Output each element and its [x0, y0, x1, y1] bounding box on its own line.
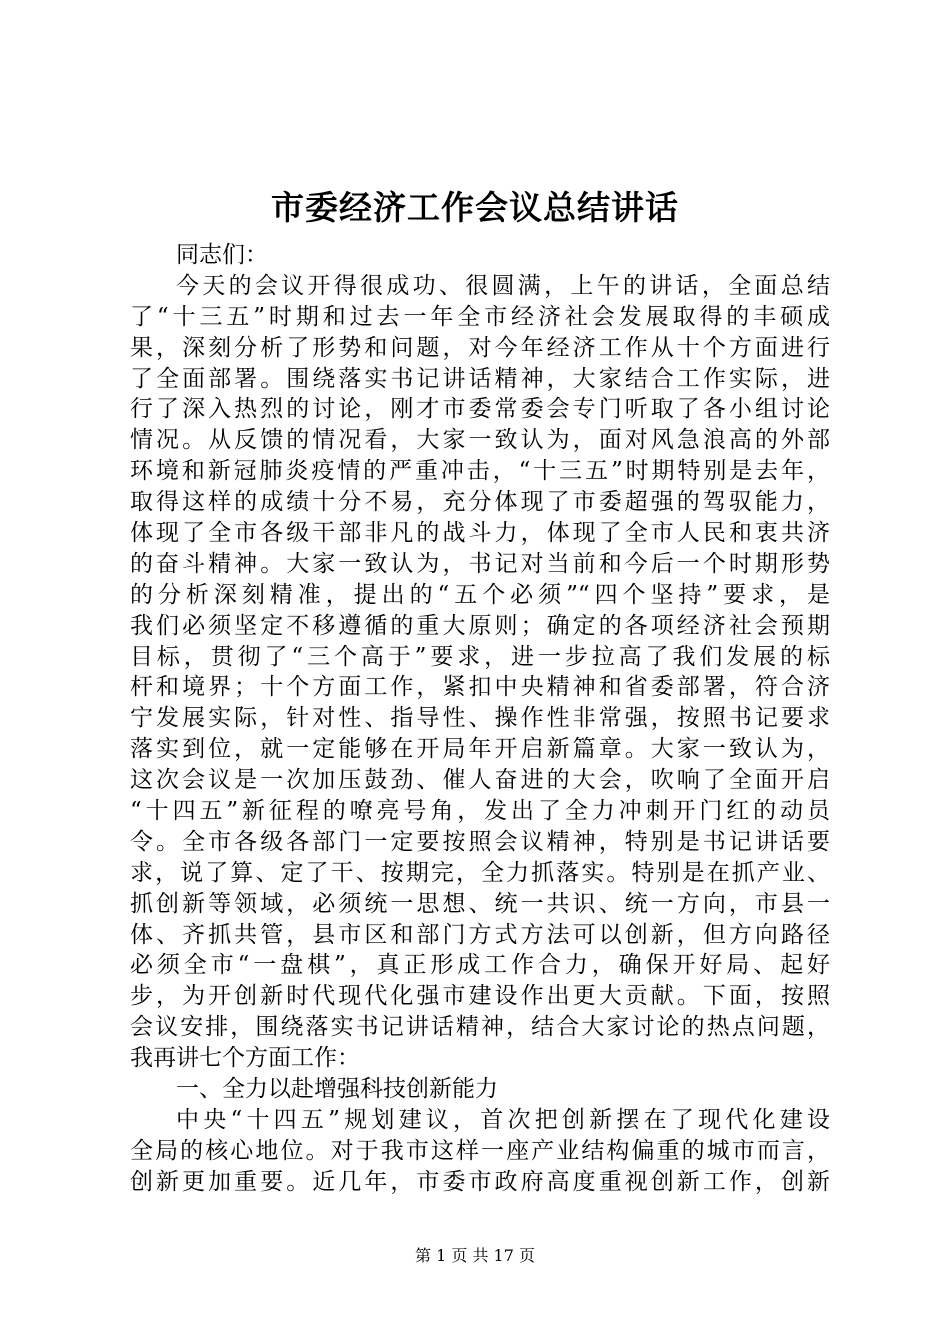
body-line: 果，深刻分析了形势和问题，对今年经济工作从十个方面进行: [130, 334, 830, 361]
page-number: 第 1 页 共 17 页: [415, 1246, 535, 1265]
body-line: 创新更加重要。近几年，市委市政府高度重视创新工作，创新: [130, 1168, 830, 1195]
body-line: 这次会议是一次加压鼓劲、催人奋进的大会，吹响了全面开启: [130, 767, 830, 794]
body-line: 求，说了算、定了干、按期完，全力抓落实。特别是在抓产业、: [130, 859, 830, 886]
body-line: 情况。从反馈的情况看，大家一致认为，面对风急浪高的外部: [130, 427, 830, 454]
body-line: 全局的核心地位。对于我市这样一座产业结构偏重的城市而言，: [130, 1137, 830, 1164]
body-line: 抓创新等领域，必须统一思想、统一共识、统一方向，市县一: [130, 890, 830, 917]
salutation-line: 同志们：: [176, 242, 268, 268]
body-line: 令。全市各级各部门一定要按照会议精神，特别是书记讲话要: [130, 828, 830, 855]
body-line: 体现了全市各级干部非凡的战斗力，体现了全市人民和衷共济: [130, 520, 830, 547]
body-line: 落实到位，就一定能够在开局年开启新篇章。大家一致认为，: [130, 736, 830, 763]
body-line: 步，为开创新时代现代化强市建设作出更大贡献。下面，按照: [130, 983, 830, 1010]
body-line: 环境和新冠肺炎疫情的严重冲击，“十三五”时期特别是去年，: [130, 458, 830, 485]
body-line: 体、齐抓共管，县市区和部门方式方法可以创新，但方向路径: [130, 921, 830, 948]
body-line: 今天的会议开得很成功、很圆满，上午的讲话，全面总结: [176, 272, 830, 299]
body-line: 取得这样的成绩十分不易，充分体现了市委超强的驾驭能力，: [130, 489, 830, 516]
body-line: 的分析深刻精准，提出的“五个必须”“四个坚持”要求，是: [130, 581, 830, 608]
body-line: 我再讲七个方面工作：: [130, 1045, 360, 1072]
body-line: 我们必须坚定不移遵循的重大原则；确定的各项经济社会预期: [130, 612, 830, 639]
body-line: 必须全市“一盘棋”，真正形成工作合力，确保开好局、起好: [130, 952, 830, 979]
body-line: 杆和境界；十个方面工作，紧扣中央精神和省委部署，符合济: [130, 674, 830, 701]
body-line: 了全面部署。围绕落实书记讲话精神，大家结合工作实际，进: [130, 365, 830, 392]
body-line: 会议安排，围绕落实书记讲话精神，结合大家讨论的热点问题，: [130, 1014, 830, 1041]
body-line: 行了深入热烈的讨论，刚才市委常委会专门听取了各小组讨论: [130, 396, 830, 423]
document-body: [130, 240, 830, 1198]
body-line: 宁发展实际，针对性、指导性、操作性非常强，按照书记要求: [130, 705, 830, 732]
body-line: 了“十三五”时期和过去一年全市经济社会发展取得的丰硕成: [130, 303, 830, 330]
document-title: 市委经济工作会议总结讲话: [271, 188, 679, 227]
body-line: 中央“十四五”规划建议，首次把创新摆在了现代化建设: [176, 1106, 830, 1133]
body-line: 的奋斗精神。大家一致认为，书记对当前和今后一个时期形势: [130, 550, 830, 577]
body-line: “十四五”新征程的嘹亮号角，发出了全力冲刺开门红的动员: [130, 798, 830, 825]
body-line: 目标，贯彻了“三个高于”要求，进一步拉高了我们发展的标: [130, 643, 830, 670]
section-heading: 一、全力以赴增强科技创新能力: [176, 1076, 498, 1103]
